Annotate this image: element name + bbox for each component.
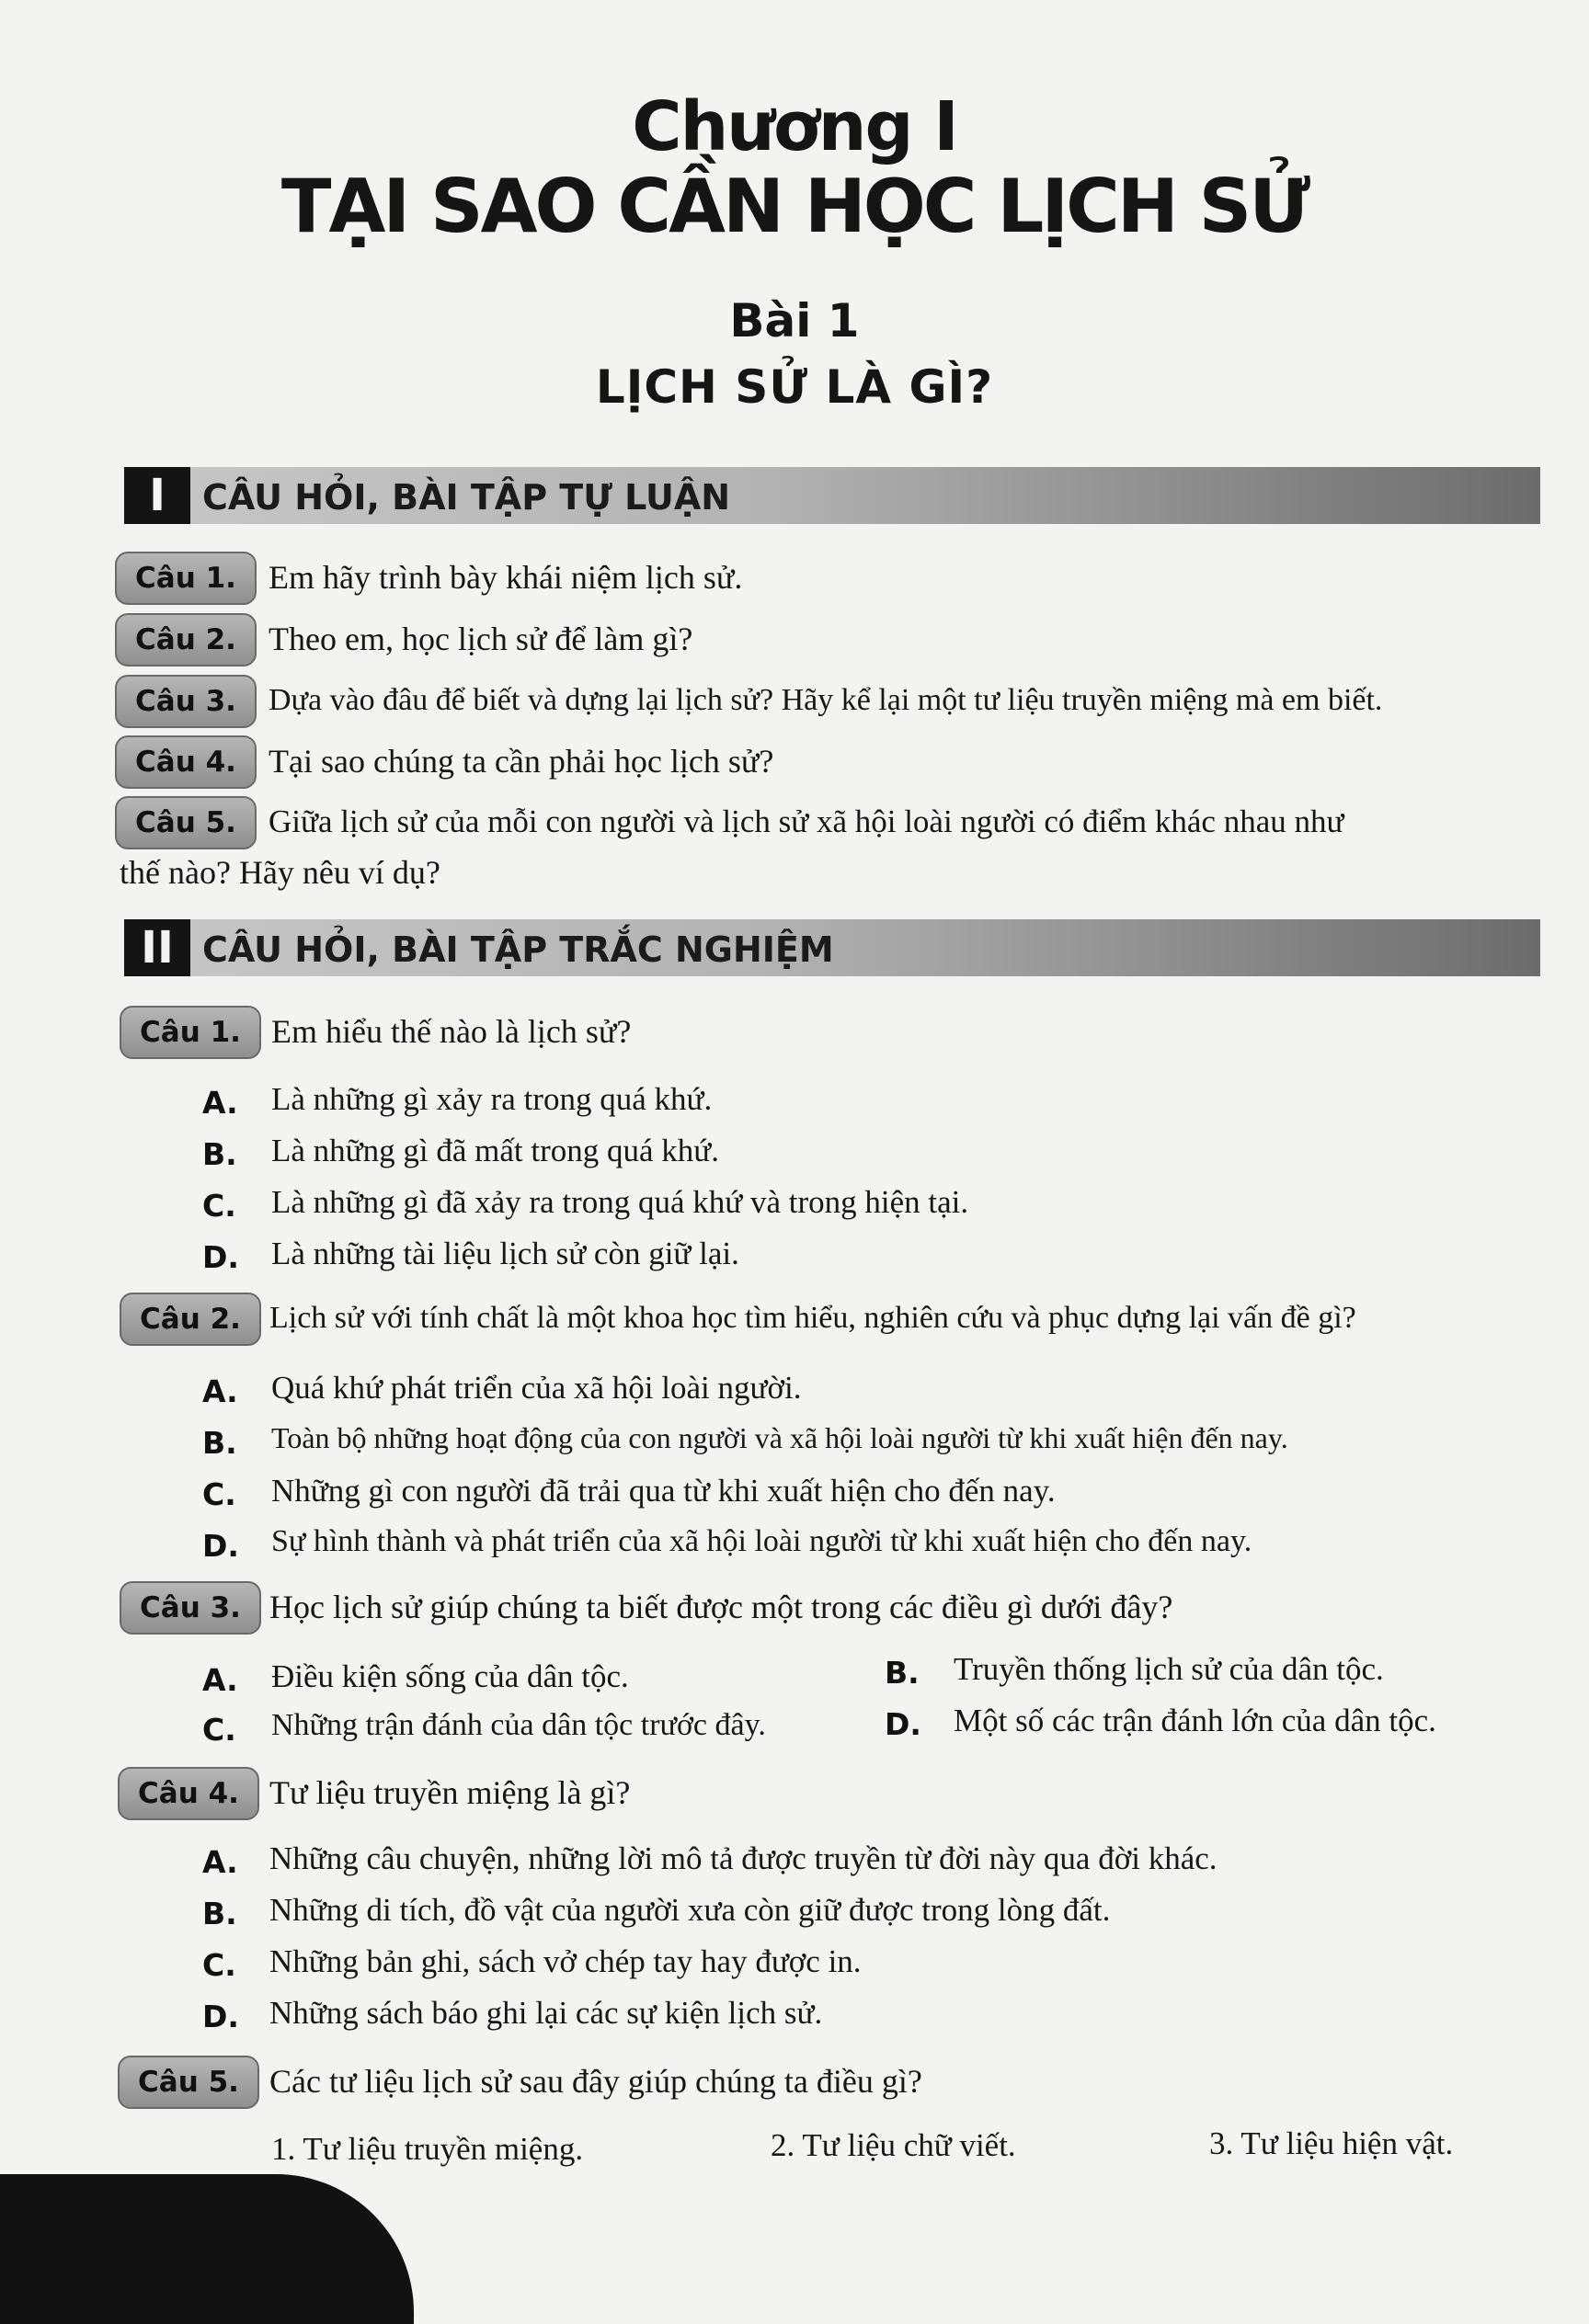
option-text: Những gì con người đã trải qua từ khi xuất hiện cho đến nay. (271, 1473, 1056, 1509)
option-letter: A. (202, 1085, 238, 1121)
option-letter: B. (202, 1425, 237, 1461)
section-title: CÂU HỎI, BÀI TẬP TRẮC NGHIỆM (202, 929, 834, 970)
section-header-multiple-choice (124, 919, 1540, 976)
question-text: Dựa vào đâu để biết và dựng lại lịch sử? Hãy kể lại một tư liệu truyền miệng mà em biết. (269, 683, 1383, 717)
question-text: Em hãy trình bày khái niệm lịch sử. (269, 559, 743, 596)
question-badge: Câu 3. (120, 1581, 261, 1635)
source-item: 2. Tư liệu chữ viết. (771, 2127, 1016, 2163)
question-text: Theo em, học lịch sử để làm gì? (269, 621, 693, 657)
option-letter: C. (202, 1476, 236, 1512)
option-letter: B. (202, 1896, 237, 1931)
question-text: Em hiểu thế nào là lịch sử? (271, 1013, 632, 1050)
section-title: CÂU HỎI, BÀI TẬP TỰ LUẬN (202, 477, 731, 518)
option-text: Điều kiện sống của dân tộc. (271, 1658, 629, 1694)
question-text: Giữa lịch sử của mỗi con người và lịch sử xã hội loài người có điểm khác nhau như (269, 803, 1344, 839)
question-badge: Câu 5. (115, 796, 257, 849)
option-text: Một số các trận đánh lớn của dân tộc. (954, 1703, 1436, 1738)
question-text: Lịch sử với tính chất là một khoa học tìm hiểu, nghiên cứu và phục dựng lại vấn đề gì? (269, 1301, 1356, 1335)
question-text: Tư liệu truyền miệng là gì? (269, 1774, 631, 1811)
option-text: Những sách báo ghi lại các sự kiện lịch sử. (269, 1995, 823, 2031)
question-badge: Câu 2. (120, 1293, 261, 1346)
option-text: Truyền thống lịch sử của dân tộc. (954, 1651, 1384, 1687)
question-text-continued: thế nào? Hãy nêu ví dụ? (120, 854, 440, 891)
option-text: Những trận đánh của dân tộc trước đây. (271, 1708, 766, 1742)
option-letter: B. (202, 1136, 237, 1172)
option-letter: A. (202, 1662, 238, 1698)
question-badge: Câu 1. (120, 1006, 261, 1059)
question-text: Tại sao chúng ta cần phải học lịch sử? (269, 743, 774, 780)
option-letter: B. (885, 1655, 920, 1691)
option-text: Là những tài liệu lịch sử còn giữ lại. (271, 1236, 739, 1271)
chapter-title: TẠI SAO CẦN HỌC LỊCH SỬ (280, 164, 1309, 249)
option-letter: A. (202, 1844, 238, 1880)
option-text: Những câu chuyện, những lời mô tả được truyền từ đời này qua đời khác. (269, 1840, 1217, 1876)
option-text: Là những gì đã mất trong quá khứ. (271, 1133, 720, 1168)
option-letter: D. (885, 1706, 921, 1742)
option-text: Những bản ghi, sách vở chép tay hay được in. (269, 1943, 862, 1979)
option-letter: D. (202, 1999, 239, 2034)
option-letter: C. (202, 1947, 236, 1983)
section-header-essay (124, 467, 1540, 524)
source-item: 1. Tư liệu truyền miệng. (271, 2131, 584, 2167)
option-letter: D. (202, 1528, 239, 1564)
chapter-heading: Chương I (632, 87, 957, 166)
page-corner-shadow (0, 2174, 414, 2324)
lesson-title: LỊCH SỬ LÀ GÌ? (595, 360, 994, 414)
option-letter: D. (202, 1239, 239, 1275)
option-text: Quá khứ phát triển của xã hội loài người. (271, 1370, 802, 1406)
lesson-heading: Bài 1 (729, 294, 860, 347)
section-number: II (124, 919, 190, 976)
option-letter: A. (202, 1373, 238, 1409)
question-badge: Câu 3. (115, 675, 257, 728)
question-text: Các tư liệu lịch sử sau đây giúp chúng ta điều gì? (269, 2063, 922, 2100)
question-badge: Câu 4. (115, 735, 257, 789)
question-badge: Câu 2. (115, 613, 257, 666)
option-text: Sự hình thành và phát triển của xã hội loài người từ khi xuất hiện cho đến nay. (271, 1524, 1252, 1558)
section-number: I (124, 467, 190, 524)
option-text: Toàn bộ những hoạt động của con người và xã hội loài người từ khi xuất hiện đến nay. (271, 1421, 1288, 1454)
option-text: Những di tích, đồ vật của người xưa còn giữ được trong lòng đất. (269, 1892, 1111, 1928)
question-badge: Câu 5. (118, 2056, 259, 2109)
option-letter: C. (202, 1712, 236, 1748)
question-text: Học lịch sử giúp chúng ta biết được một trong các điều gì dưới đây? (269, 1589, 1173, 1625)
option-text: Là những gì đã xảy ra trong quá khứ và trong hiện tại. (271, 1184, 969, 1220)
option-text: Là những gì xảy ra trong quá khứ. (271, 1081, 713, 1117)
question-badge: Câu 1. (115, 552, 257, 605)
source-item: 3. Tư liệu hiện vật. (1209, 2125, 1454, 2161)
option-letter: C. (202, 1188, 236, 1224)
question-badge: Câu 4. (118, 1767, 259, 1820)
